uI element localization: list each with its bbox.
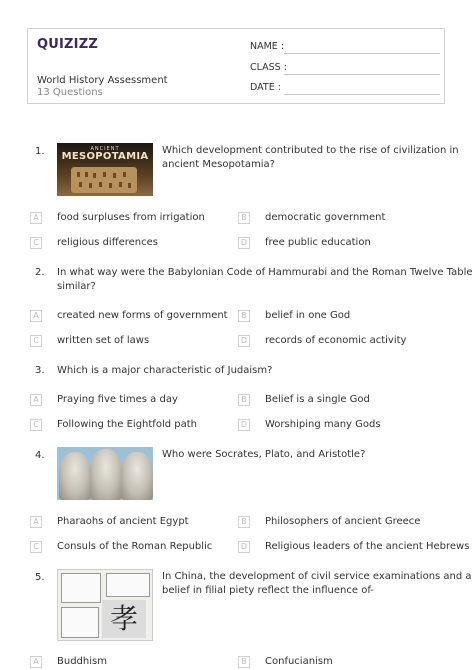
option-letter[interactable]: A bbox=[30, 310, 42, 322]
option-text[interactable]: created new forms of government bbox=[57, 310, 228, 321]
filial-piety-character: 孝 bbox=[102, 600, 146, 638]
option-letter[interactable]: C bbox=[30, 541, 42, 553]
quizizz-logo: QUIZIZZ bbox=[37, 37, 98, 52]
image-caption-big: MESOPOTAMIA bbox=[61, 151, 149, 162]
question-line: Who were Socrates, Plato, and Aristotle? bbox=[162, 449, 366, 460]
question-number: 3. bbox=[35, 365, 45, 376]
option-letter[interactable]: B bbox=[238, 656, 250, 668]
question-line: similar? bbox=[57, 281, 96, 292]
option-letter[interactable]: B bbox=[238, 212, 250, 224]
question-number: 2. bbox=[35, 267, 45, 278]
option-text[interactable]: Buddhism bbox=[57, 656, 107, 667]
option-text[interactable]: free public education bbox=[265, 237, 371, 248]
option-text[interactable]: Pharaohs of ancient Egypt bbox=[57, 516, 189, 527]
option-letter[interactable]: D bbox=[238, 541, 250, 553]
filial-piety-image bbox=[57, 569, 153, 641]
question-line: In China, the development of civil service examinations and a bbox=[162, 571, 472, 582]
option-letter[interactable]: C bbox=[30, 419, 42, 431]
option-text[interactable]: Confucianism bbox=[265, 656, 333, 667]
question-line: belief in filial piety reflect the influence of- bbox=[162, 585, 374, 596]
option-text[interactable]: religious differences bbox=[57, 237, 158, 248]
option-text[interactable]: Worshiping many Gods bbox=[265, 419, 381, 430]
option-letter[interactable]: A bbox=[30, 212, 42, 224]
worksheet-header bbox=[27, 28, 445, 104]
question-text bbox=[162, 448, 365, 462]
option-letter[interactable]: A bbox=[30, 516, 42, 528]
worksheet-title: World History Assessment bbox=[37, 75, 168, 86]
question-text bbox=[162, 570, 472, 598]
question-number: 4. bbox=[35, 450, 45, 461]
question-text bbox=[57, 364, 272, 378]
option-text[interactable]: Religious leaders of the ancient Hebrews bbox=[265, 541, 470, 552]
name-label: NAME : bbox=[250, 41, 285, 52]
question-text bbox=[162, 144, 459, 172]
option-letter[interactable]: D bbox=[238, 237, 250, 249]
option-text[interactable]: Following the Eightfold path bbox=[57, 419, 197, 430]
date-label: DATE : bbox=[250, 82, 281, 93]
option-text[interactable]: Consuls of the Roman Republic bbox=[57, 541, 213, 552]
question-line: ancient Mesopotamia? bbox=[162, 159, 275, 170]
class-field[interactable] bbox=[250, 62, 440, 73]
class-label: CLASS : bbox=[250, 62, 287, 73]
option-text[interactable]: Philosophers of ancient Greece bbox=[265, 516, 421, 527]
question-number: 5. bbox=[35, 572, 45, 583]
philosophers-busts-image bbox=[57, 447, 153, 500]
mesopotamia-image bbox=[57, 143, 153, 196]
option-letter[interactable]: B bbox=[238, 516, 250, 528]
date-field[interactable] bbox=[250, 82, 440, 93]
question-line: In what way were the Babylonian Code of Hammurabi and the Roman Twelve Table bbox=[57, 267, 473, 278]
option-letter[interactable]: B bbox=[238, 310, 250, 322]
question-number: 1. bbox=[35, 146, 45, 157]
option-letter[interactable]: C bbox=[30, 335, 42, 347]
option-text[interactable]: Praying five times a day bbox=[57, 394, 178, 405]
option-letter[interactable]: C bbox=[30, 237, 42, 249]
option-text[interactable]: food surpluses from irrigation bbox=[57, 212, 205, 223]
question-text bbox=[57, 266, 473, 294]
option-text[interactable]: Belief is a single God bbox=[265, 394, 370, 405]
option-letter[interactable]: B bbox=[238, 394, 250, 406]
question-line: Which is a major characteristic of Judaism? bbox=[57, 365, 273, 376]
option-letter[interactable]: D bbox=[238, 335, 250, 347]
question-line: Which development contributed to the rise of civilization in bbox=[162, 145, 459, 156]
clay-tablet-icon bbox=[71, 167, 137, 193]
option-text[interactable]: democratic government bbox=[265, 212, 386, 223]
option-letter[interactable]: D bbox=[238, 419, 250, 431]
question-count: 13 Questions bbox=[37, 87, 103, 98]
name-field[interactable] bbox=[250, 41, 440, 52]
option-text[interactable]: records of economic activity bbox=[265, 335, 407, 346]
option-letter[interactable]: A bbox=[30, 394, 42, 406]
option-text[interactable]: written set of laws bbox=[57, 335, 150, 346]
image-caption-small: ANCIENT bbox=[90, 146, 120, 152]
option-text[interactable]: belief in one God bbox=[265, 310, 351, 321]
option-letter[interactable]: A bbox=[30, 656, 42, 668]
